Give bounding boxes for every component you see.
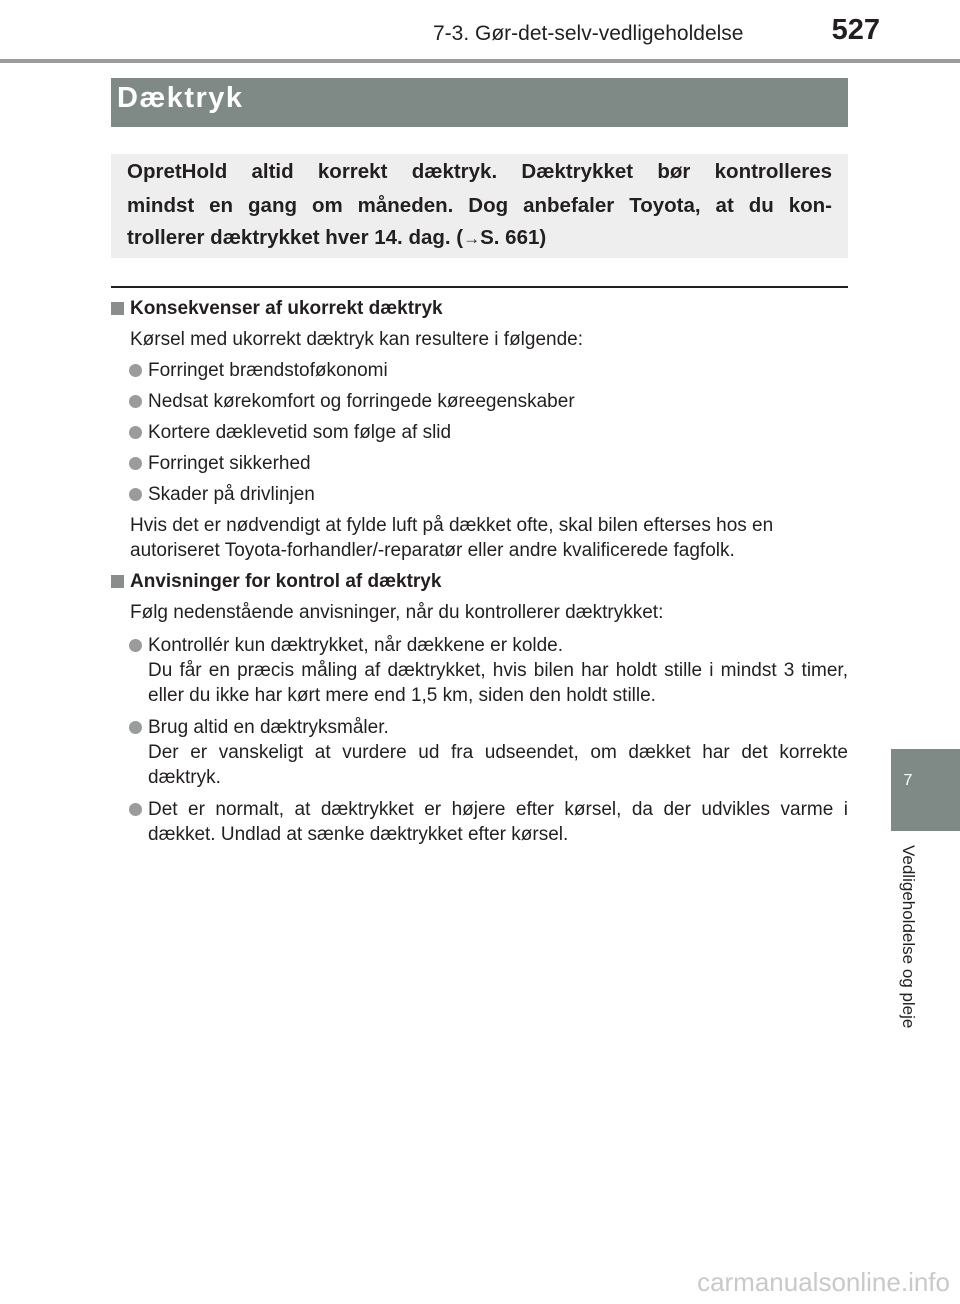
list-item-text: Nedsat kørekomfort og forringede køreegenskaber <box>148 391 575 412</box>
list-item-text: Brug altid en dæktryksmåler. <box>148 717 389 738</box>
circle-bullet-icon <box>129 426 142 439</box>
list-item-text: Det er normalt, at dæktrykket er højere efter kørsel, da der udvikles varme i dækket. Undlad at sænke dæktrykket efter kørsel. <box>148 799 848 845</box>
list-item <box>111 358 848 383</box>
chapter-number: 7 <box>903 772 913 789</box>
page-reference: S. 661) <box>480 226 547 249</box>
intro-box <box>111 154 848 258</box>
heading-text: Anvisninger for kontrol af dæktryk <box>130 571 442 592</box>
intro-line-1: OpretHold altid korrekt dæktryk. Dæktrykket bør kontrolleres <box>127 160 832 183</box>
section-intro: Kørsel med ukorrekt dæktryk kan resultere i følgende: <box>130 329 584 350</box>
list-item <box>111 715 848 790</box>
header-rule <box>0 59 960 63</box>
page-title: Dæktryk <box>117 82 244 114</box>
arrow-icon: → <box>463 229 481 248</box>
list-item-text: Kortere dæklevetid som følge af slid <box>148 422 452 443</box>
watermark: carmanualsonline.info <box>697 1267 950 1297</box>
intro-line-3-text: trollerer dæktrykket hver 14. dag. ( <box>127 226 464 249</box>
circle-bullet-icon <box>129 803 142 816</box>
intro-line-2: mindst en gang om måneden. Dog anbefaler Toyota, at du kon- <box>127 194 832 217</box>
circle-bullet-icon <box>129 721 142 734</box>
section-heading-instructions <box>111 569 848 594</box>
chapter-tab <box>891 749 960 831</box>
list-item-text: Forringet sikkerhed <box>148 453 311 474</box>
section-divider <box>111 286 848 288</box>
circle-bullet-icon <box>129 639 142 652</box>
list-item <box>111 389 848 414</box>
section-closing: Hvis det er nødvendigt at fylde luft på dækket ofte, skal bilen efterses hos en autoriseret Toyota-forhandler/-reparatør eller andre kvalificerede fagfolk. <box>130 515 774 561</box>
list-item-text: Kontrollér kun dæktrykket, når dækkene er kolde. <box>148 635 564 656</box>
section-heading-consequences <box>111 296 848 321</box>
section-intro: Følg nedenstående anvisninger, når du kontrollerer dæktrykket: <box>130 602 664 623</box>
page-number: 527 <box>831 14 880 46</box>
heading-text: Konsekvenser af ukorrekt dæktryk <box>130 298 443 319</box>
content <box>111 296 848 847</box>
title-bar <box>111 78 848 127</box>
chapter-label: Vedligeholdelse og pleje <box>899 845 918 1029</box>
square-bullet-icon <box>111 575 124 588</box>
circle-bullet-icon <box>129 457 142 470</box>
list-item <box>111 420 848 445</box>
list-item-text: Forringet brændstoføkonomi <box>148 360 388 381</box>
circle-bullet-icon <box>129 364 142 377</box>
list-item <box>111 633 848 708</box>
list-item-detail: Der er vanskeligt at vurdere ud fra udseendet, om dækket har det korrekte dæktryk. <box>148 742 848 788</box>
list-item <box>111 451 848 476</box>
circle-bullet-icon <box>129 395 142 408</box>
square-bullet-icon <box>111 302 124 315</box>
list-item <box>111 797 848 847</box>
list-item-text: Skader på drivlinjen <box>148 484 315 505</box>
intro-line-3 <box>127 226 832 250</box>
list-item-detail: Du får en præcis måling af dæktrykket, hvis bilen har holdt stille i mindst 3 timer, eller du ikke har kørt mere end 1,5 km, siden den holdt stille. <box>148 660 848 706</box>
circle-bullet-icon <box>129 488 142 501</box>
list-item <box>111 482 848 507</box>
header-section-title: 7-3. Gør-det-selv-vedligeholdelse <box>433 22 744 45</box>
